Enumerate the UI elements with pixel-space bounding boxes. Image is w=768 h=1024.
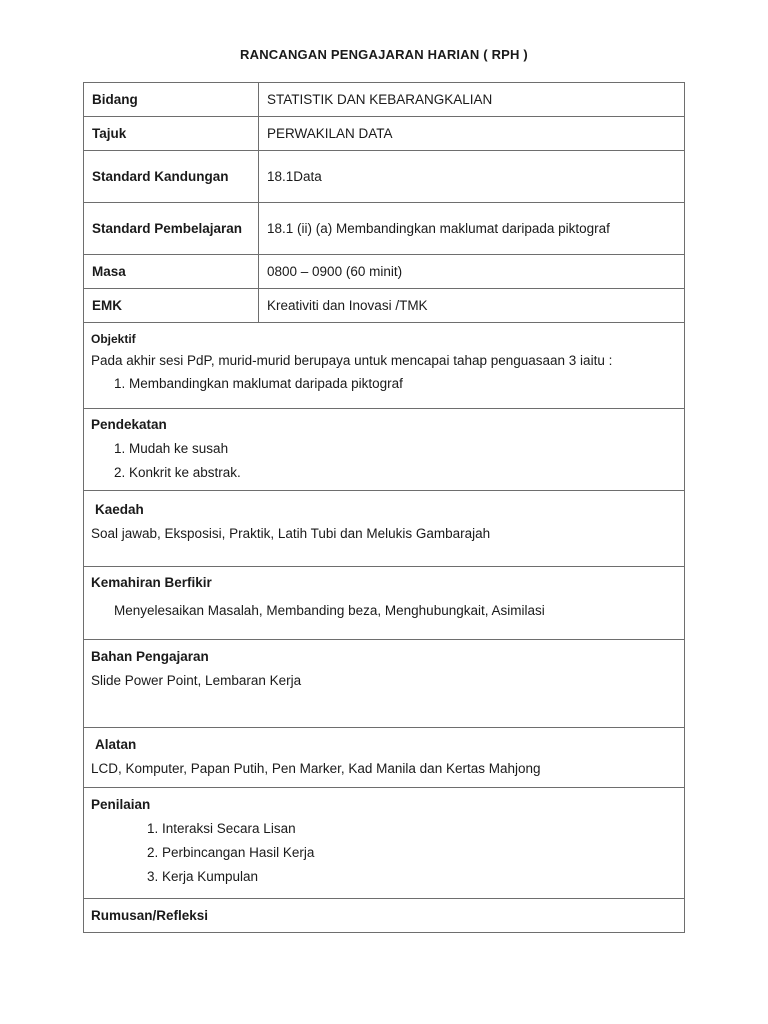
section-pendekatan [84, 409, 685, 491]
row-label-standard-pembelajaran: Standard Pembelajaran [84, 203, 259, 255]
kaedah-heading: Kaedah [95, 502, 144, 517]
penilaian-item-2: 2. Perbincangan Hasil Kerja [147, 845, 315, 860]
table-row [84, 255, 685, 289]
row-label-bidang: Bidang [84, 83, 259, 117]
alatan-heading: Alatan [95, 737, 137, 752]
section-rumusan-refleksi [84, 899, 685, 933]
penilaian-item-3: 3. Kerja Kumpulan [147, 869, 259, 884]
document-title: RANCANGAN PENGAJARAN HARIAN ( RPH ) [240, 47, 528, 62]
kaedah-text: Soal jawab, Eksposisi, Praktik, Latih Tubi dan Melukis Gambarajah [91, 526, 491, 541]
penilaian-item-1: 1. Interaksi Secara Lisan [147, 821, 296, 836]
section-alatan [84, 728, 685, 788]
row-value-masa: 0800 – 0900 (60 minit) [259, 255, 685, 289]
section-bahan-pengajaran [84, 640, 685, 728]
kemahiran-text: Menyelesaikan Masalah, Membanding beza, Menghubungkait, Asimilasi [114, 603, 545, 618]
bahan-heading: Bahan Pengajaran [91, 649, 209, 664]
row-label-standard-kandungan: Standard Kandungan [84, 151, 259, 203]
table-row [84, 117, 685, 151]
row-value-emk: Kreativiti dan Inovasi /TMK [259, 289, 685, 323]
alatan-text: LCD, Komputer, Papan Putih, Pen Marker, Kad Manila dan Kertas Mahjong [91, 761, 541, 776]
kemahiran-heading: Kemahiran Berfikir [91, 575, 212, 590]
row-value-standard-kandungan: 18.1Data [259, 151, 685, 203]
row-value-tajuk: PERWAKILAN DATA [259, 117, 685, 151]
section-kemahiran-berfikir [84, 567, 685, 640]
section-kaedah [84, 491, 685, 567]
table-row [84, 83, 685, 117]
table-row [84, 151, 685, 203]
table-row [84, 203, 685, 255]
bahan-text: Slide Power Point, Lembaran Kerja [91, 673, 302, 688]
table-row [84, 289, 685, 323]
row-value-bidang: STATISTIK DAN KEBARANGKALIAN [259, 83, 685, 117]
rumusan-heading: Rumusan/Refleksi [91, 908, 209, 923]
pendekatan-item-2: 2. Konkrit ke abstrak. [114, 465, 241, 480]
row-label-masa: Masa [84, 255, 259, 289]
row-value-standard-pembelajaran: 18.1 (ii) (a) Membandingkan maklumat daripada piktograf [259, 203, 685, 255]
pendekatan-heading: Pendekatan [91, 417, 167, 432]
row-label-tajuk: Tajuk [84, 117, 259, 151]
objektif-item: 1. Membandingkan maklumat daripada piktograf [114, 376, 403, 391]
objektif-heading: Objektif [91, 332, 136, 346]
rph-table [83, 82, 685, 933]
section-penilaian [84, 788, 685, 899]
penilaian-heading: Penilaian [91, 797, 151, 812]
pendekatan-item-1: 1. Mudah ke susah [114, 441, 229, 456]
section-objektif [84, 323, 685, 409]
row-label-emk: EMK [84, 289, 259, 323]
objektif-text: Pada akhir sesi PdP, murid-murid berupaya untuk mencapai tahap penguasaan 3 iaitu : [91, 353, 613, 368]
